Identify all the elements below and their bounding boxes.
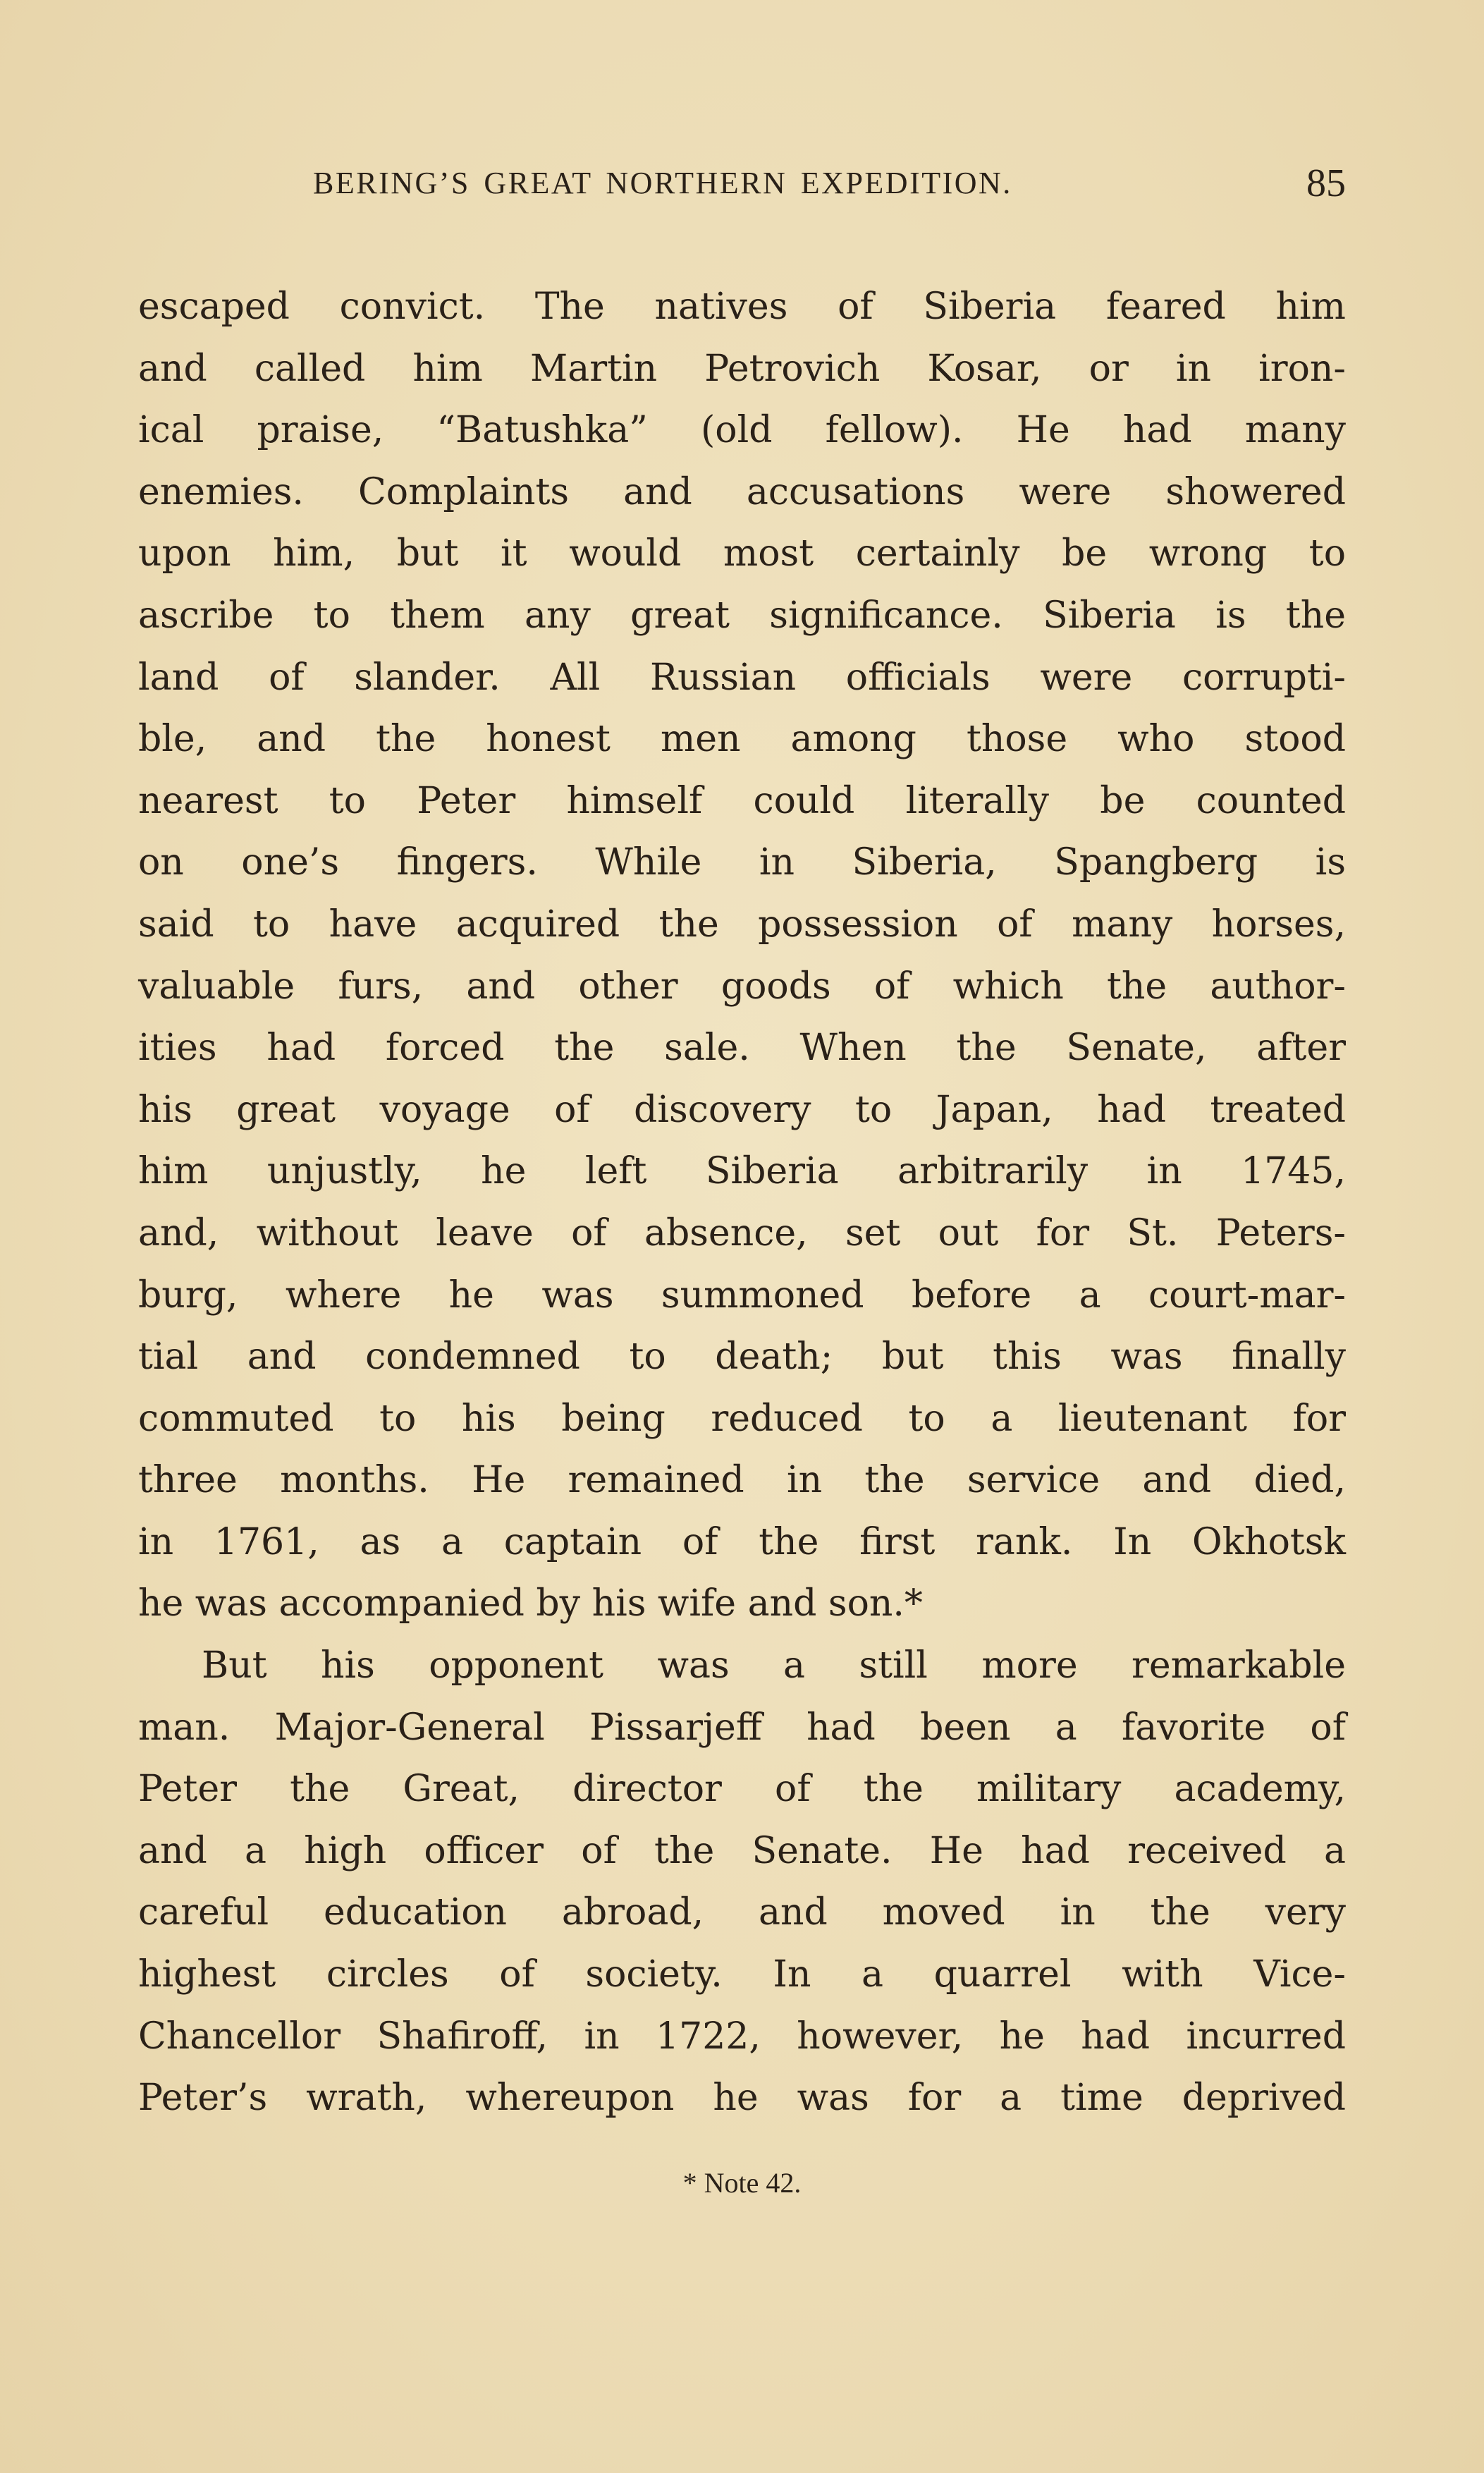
text-line: three months. He remained in the service and died,	[138, 1459, 1346, 1502]
text-line: tial and condemned to death; but this was finally	[138, 1336, 1346, 1379]
text-line: man. Major-General Pissarjeff had been a favorite of	[138, 1706, 1346, 1749]
text-line: escaped convict. The natives of Siberia feared him	[138, 286, 1346, 328]
text-line: burg, where he was summoned before a court-mar-	[138, 1274, 1346, 1317]
running-title: BERING’S GREAT NORTHERN EXPEDITION.	[313, 166, 1012, 200]
body-text	[138, 276, 1346, 2130]
footnote: * Note 42.	[682, 2167, 802, 2199]
text-line: on one’s fingers. While in Siberia, Spangberg is	[138, 841, 1346, 884]
text-line: ical praise, “Batushka” (old fellow). He had many	[138, 409, 1346, 452]
text-line: in 1761, as a captain of the first rank. In Okhotsk	[138, 1520, 1346, 1563]
text-line-paragraph-end: he was accompanied by his wife and son.*	[138, 1582, 923, 1625]
page-number: 85	[1306, 161, 1346, 205]
text-line: and called him Martin Petrovich Kosar, or in iron-	[138, 347, 1346, 390]
text-line: and, without leave of absence, set out for St. Peters-	[138, 1211, 1346, 1254]
text-line: highest circles of society. In a quarrel with Vice-	[138, 1953, 1346, 1996]
text-line: him unjustly, he left Siberia arbitrarily in 1745,	[138, 1150, 1346, 1193]
text-line: commuted to his being reduced to a lieutenant for	[138, 1397, 1346, 1440]
text-line: nearest to Peter himself could literally be counted	[138, 779, 1346, 822]
text-line: ities had forced the sale. When the Senate, after	[138, 1027, 1346, 1070]
text-line: and a high officer of the Senate. He had received a	[138, 1829, 1346, 1872]
text-line: upon him, but it would most certainly be wrong to	[138, 532, 1346, 575]
text-line: Peter the Great, director of the military academy,	[138, 1768, 1346, 1811]
text-line: land of slander. All Russian officials were corrupti-	[138, 656, 1346, 699]
text-line: ble, and the honest men among those who stood	[138, 718, 1346, 761]
text-line: said to have acquired the possession of many horses,	[138, 903, 1346, 946]
text-line: his great voyage of discovery to Japan, had treated	[138, 1088, 1346, 1131]
running-head	[138, 161, 1346, 203]
text-line: enemies. Complaints and accusations were showered	[138, 470, 1346, 513]
text-line: Chancellor Shafiroff, in 1722, however, he had incurred	[138, 2015, 1346, 2058]
text-line: careful education abroad, and moved in the very	[138, 1891, 1346, 1934]
text-line-paragraph-start: But his opponent was a still more remarkable	[202, 1644, 1346, 1687]
text-line: valuable furs, and other goods of which the author-	[138, 965, 1346, 1008]
text-line: Peter’s wrath, whereupon he was for a time deprived	[138, 2077, 1346, 2120]
text-line: ascribe to them any great significance. Siberia is the	[138, 594, 1346, 637]
